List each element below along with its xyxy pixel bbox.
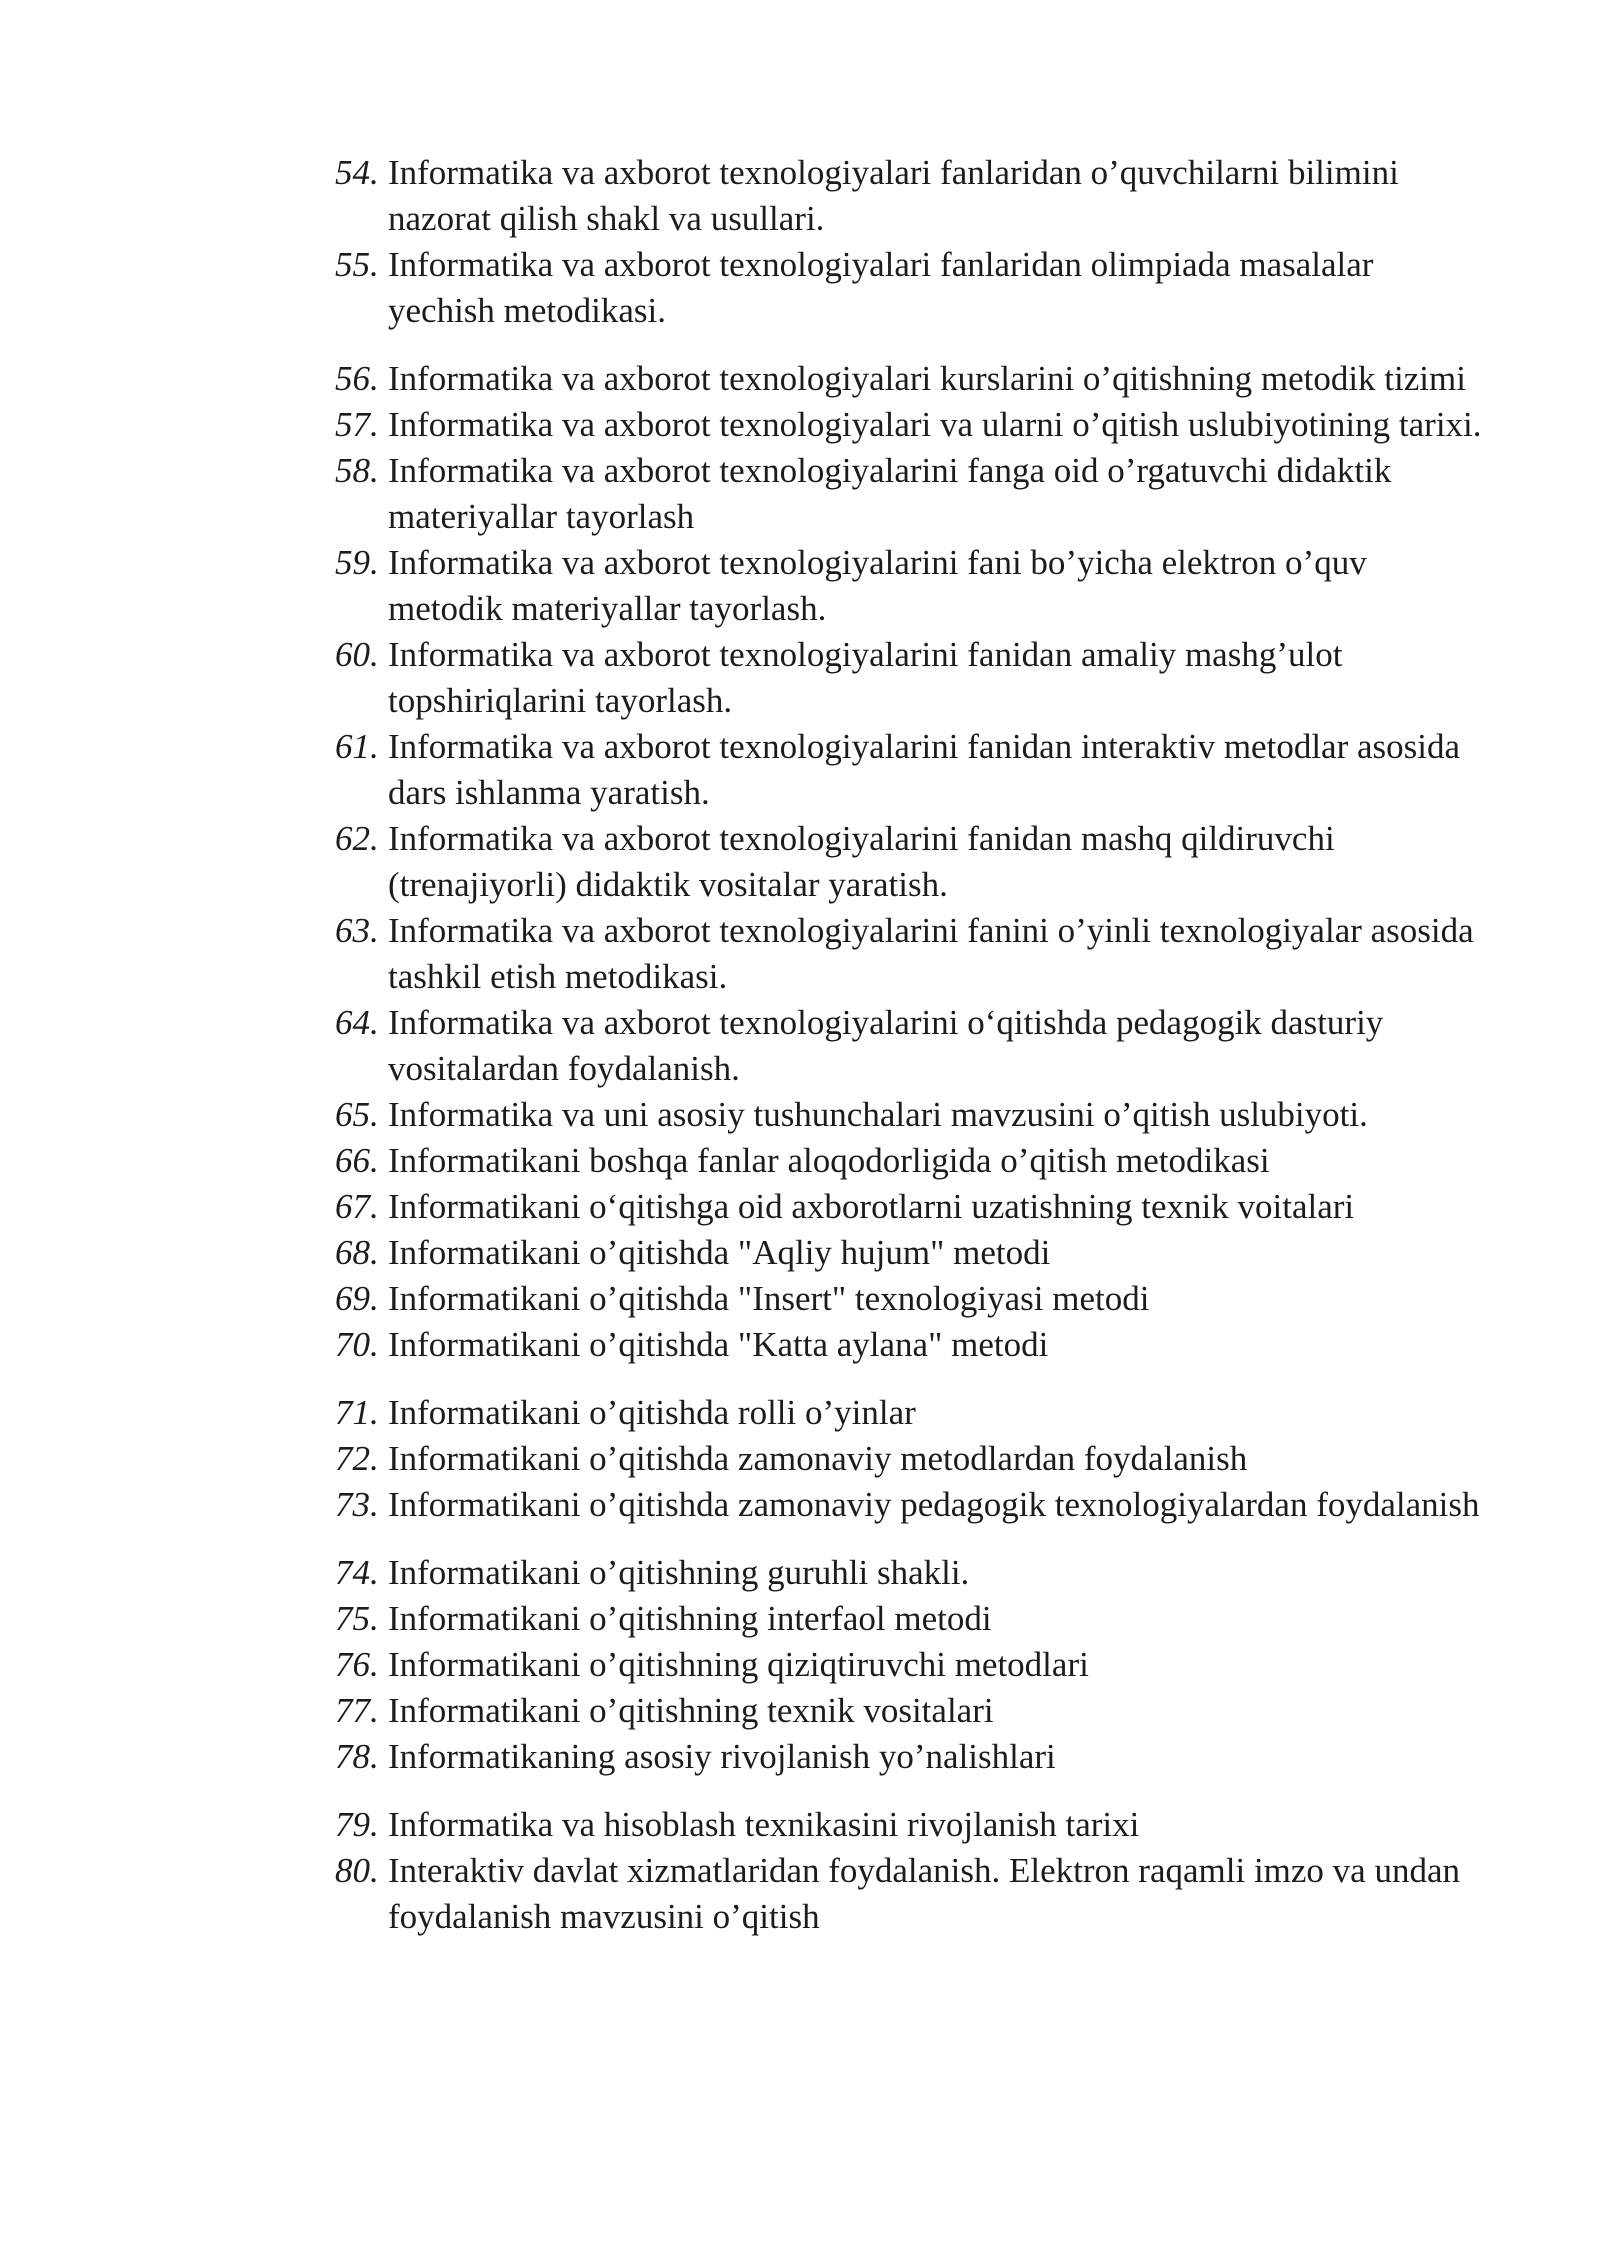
item-text: Informatika va axborot texnologiyalarini fanidan amaliy mashg’ulot topshiriqlarini tayorlash.	[388, 635, 1343, 720]
item-number: 71.	[335, 1393, 379, 1432]
item-text: Informatika va axborot texnologiyalarini fani bo’yicha elektron o’quv metodik materiyallar tayorlash.	[388, 543, 1367, 628]
item-number: 62.	[335, 819, 379, 858]
item-text: Informatika va axborot texnologiyalari fanlaridan olimpiada masalalar yechish metodikasi.	[388, 245, 1374, 330]
item-number: 64.	[335, 1003, 379, 1042]
item-number: 72.	[335, 1439, 379, 1478]
item-text: Informatika va uni asosiy tushunchalari mavzusini o’qitish uslubiyoti.	[388, 1095, 1368, 1134]
item-number: 77.	[335, 1691, 379, 1730]
item-number: 69.	[335, 1279, 379, 1318]
item-number: 63.	[335, 911, 379, 950]
item-text: Informatika va axborot texnologiyalarini fanini o’yinli texnologiyalar asosida tashkil etish metodikasi.	[388, 911, 1474, 996]
item-number: 54.	[335, 153, 379, 192]
list-item	[335, 1550, 1485, 1596]
item-text: Informatika va axborot texnologiyalarini fanidan interaktiv metodlar asosida dars ishlanma yaratish.	[388, 727, 1461, 812]
item-text: Informatika va axborot texnologiyalarini fanga oid o’rgatuvchi didaktik materiyallar tayorlash	[388, 451, 1392, 536]
item-number: 80.	[335, 1851, 379, 1890]
item-number: 68.	[335, 1233, 379, 1272]
list-item	[335, 448, 1485, 540]
list-item	[335, 150, 1485, 242]
item-number: 58.	[335, 451, 379, 490]
item-text: Informatika va hisoblash texnikasini rivojlanish tarixi	[388, 1805, 1140, 1844]
item-number: 55.	[335, 245, 379, 284]
item-text: Informatikani o’qitishning guruhli shakli.	[388, 1553, 970, 1592]
list-item	[335, 1230, 1485, 1276]
item-text: Informatikaning asosiy rivojlanish yo’nalishlari	[388, 1737, 1056, 1776]
list-item	[335, 1688, 1485, 1734]
item-text: Informatikani o‘qitishga oid axborotlarni uzatishning texnik voitalari	[388, 1187, 1355, 1226]
item-number: 59.	[335, 543, 379, 582]
list-item	[335, 816, 1485, 908]
list-item	[335, 402, 1485, 448]
item-number: 57.	[335, 405, 379, 444]
list-item	[335, 1848, 1485, 1940]
item-number: 56.	[335, 359, 379, 398]
item-number: 61.	[335, 727, 379, 766]
topic-list	[335, 150, 1485, 1940]
list-item	[335, 632, 1485, 724]
list-item	[335, 1734, 1485, 1780]
item-number: 75.	[335, 1599, 379, 1638]
item-number: 74.	[335, 1553, 379, 1592]
list-item	[335, 242, 1485, 334]
item-number: 67.	[335, 1187, 379, 1226]
item-text: Informatikani o’qitishda zamonaviy pedagogik texnologiyalardan foydalanish	[388, 1485, 1480, 1524]
item-text: Informatika va axborot texnologiyalari fanlaridan o’quvchilarni bilimini nazorat qilish shakl va usullari.	[388, 153, 1399, 238]
item-text: Informatika va axborot texnologiyalari va ularni o’qitish uslubiyotining tarixi.	[388, 405, 1482, 444]
list-item	[335, 540, 1485, 632]
list-item	[335, 1276, 1485, 1322]
list-item	[335, 908, 1485, 1000]
list-item	[335, 1482, 1485, 1528]
item-text: Informatika va axborot texnologiyalarini fanidan mashq qildiruvchi (trenajiyorli) didaktik vositalar yaratish.	[388, 819, 1335, 904]
list-item	[335, 1802, 1485, 1848]
item-number: 76.	[335, 1645, 379, 1684]
list-item	[335, 1642, 1485, 1688]
item-number: 70.	[335, 1325, 379, 1364]
item-number: 60.	[335, 635, 379, 674]
item-text: Informatikani o’qitishda "Katta aylana" metodi	[388, 1325, 1049, 1364]
item-text: Informatika va axborot texnologiyalarini o‘qitishda pedagogik dasturiy vositalardan foydalanish.	[388, 1003, 1384, 1088]
list-item	[335, 1000, 1485, 1092]
list-item	[335, 1596, 1485, 1642]
item-text: Interaktiv davlat xizmatlaridan foydalanish. Elektron raqamli imzo va undan foydalanish mavzusini o’qitish	[388, 1851, 1460, 1936]
item-text: Informatika va axborot texnologiyalari kurslarini o’qitishning metodik tizimi	[388, 359, 1466, 398]
item-text: Informatikani o’qitishda rolli o’yinlar	[388, 1393, 916, 1432]
item-number: 78.	[335, 1737, 379, 1776]
item-number: 79.	[335, 1805, 379, 1844]
item-text: Informatikani o’qitishning qiziqtiruvchi metodlari	[388, 1645, 1089, 1684]
list-item	[335, 1184, 1485, 1230]
list-item	[335, 1138, 1485, 1184]
item-number: 65.	[335, 1095, 379, 1134]
item-number: 66.	[335, 1141, 379, 1180]
item-text: Informatikani o’qitishda zamonaviy metodlardan foydalanish	[388, 1439, 1248, 1478]
item-text: Informatikani o’qitishning interfaol metodi	[388, 1599, 992, 1638]
list-item	[335, 356, 1485, 402]
item-text: Informatikani boshqa fanlar aloqodorligida o’qitish metodikasi	[388, 1141, 1270, 1180]
item-text: Informatikani o’qitishning texnik vositalari	[388, 1691, 994, 1730]
item-text: Informatikani o’qitishda "Aqliy hujum" metodi	[388, 1233, 1051, 1272]
list-item	[335, 1390, 1485, 1436]
item-number: 73.	[335, 1485, 379, 1524]
item-text: Informatikani o’qitishda "Insert" texnologiyasi metodi	[388, 1279, 1150, 1318]
list-item	[335, 1092, 1485, 1138]
list-item	[335, 1322, 1485, 1368]
list-item	[335, 724, 1485, 816]
list-item	[335, 1436, 1485, 1482]
